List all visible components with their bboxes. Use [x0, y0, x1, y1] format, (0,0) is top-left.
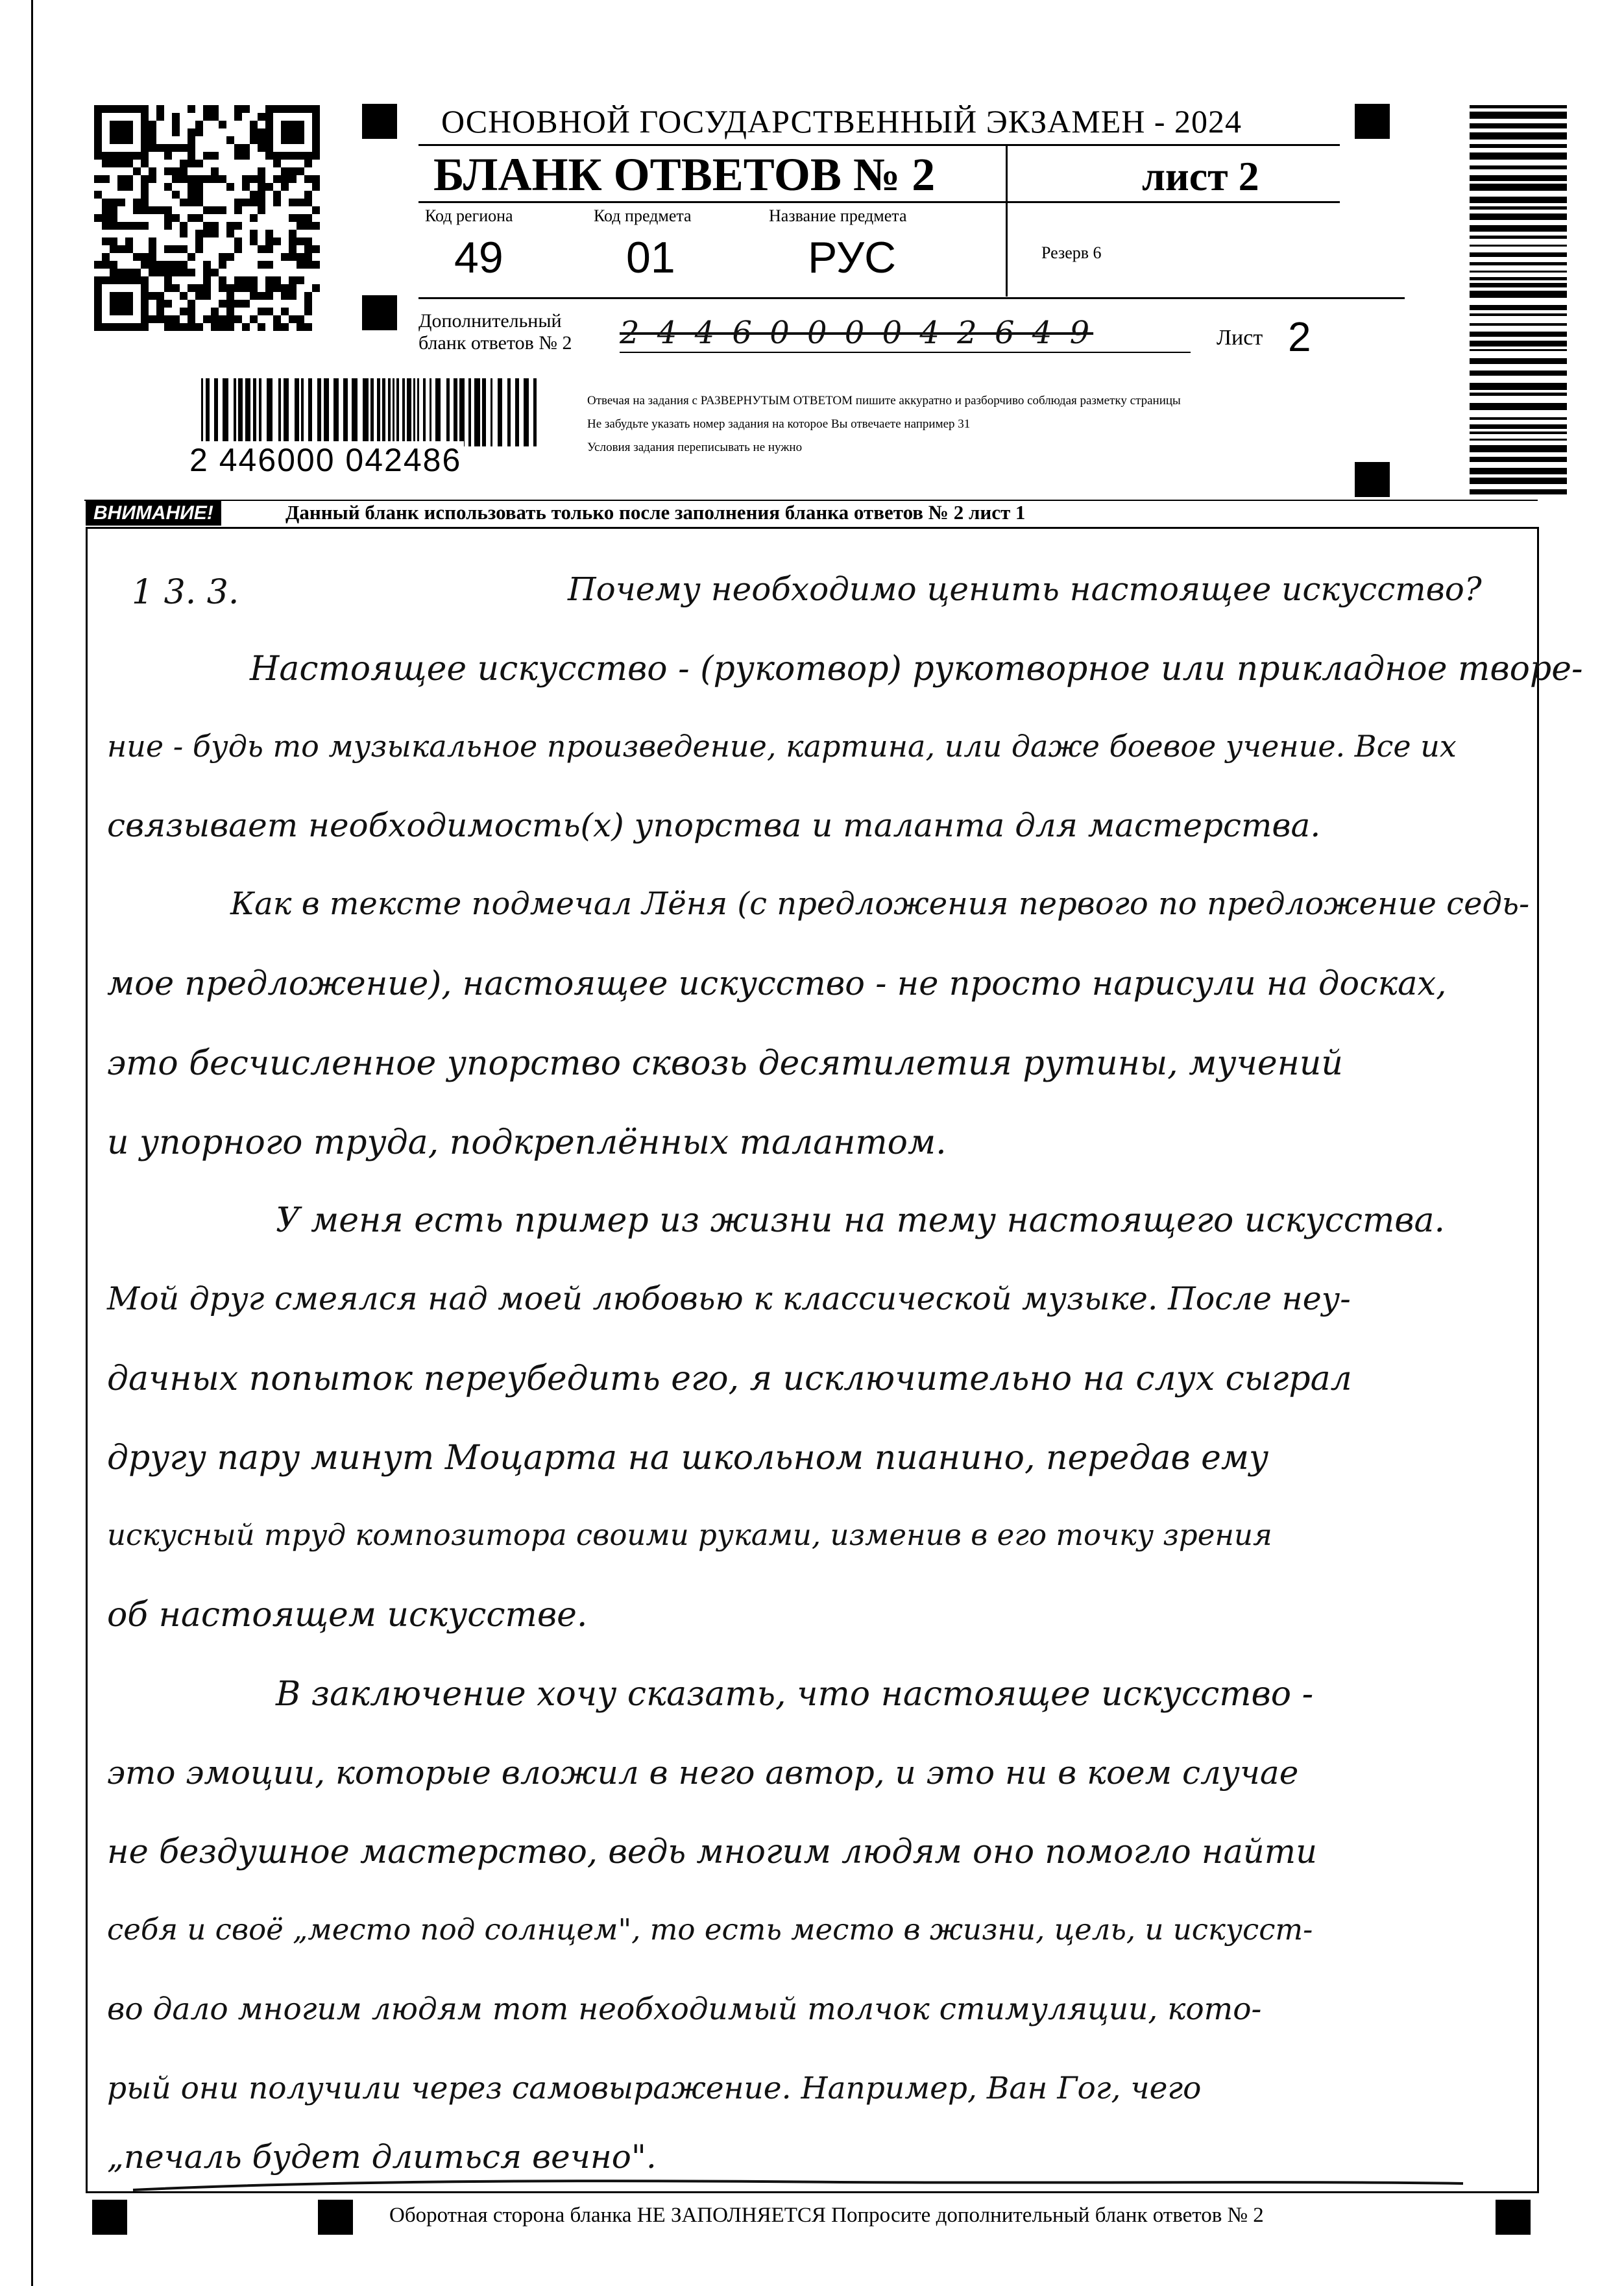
- subject-name-value: РУС: [808, 233, 897, 282]
- registration-mark-top-left: [362, 104, 397, 139]
- additional-form-label: Дополнительный бланк ответов № 2: [418, 310, 572, 354]
- region-code-value: 49: [454, 233, 503, 282]
- closing-underline-stroke: [127, 2177, 1489, 2194]
- footer-text: Оборотная сторона бланка НЕ ЗАПОЛНЯЕТСЯ Попросите дополнительный бланк ответов № 2: [389, 2204, 1264, 2227]
- answer-line: искусный труд композитора своими руками, изменив в его точку зрения: [107, 1518, 1272, 1552]
- answer-line: об настоящем искусстве.: [107, 1596, 588, 1635]
- sheet-num-label: Лист: [1217, 326, 1263, 350]
- answer-line: Мой друг смеялся над моей любовью к классической музыке. После неу-: [107, 1280, 1351, 1317]
- answer-line: во дало многим людям тот необходимый толчок стимуляции, кото-: [107, 1991, 1262, 2027]
- sheet-num-value: 2: [1288, 313, 1311, 360]
- answer-line: Почему необходимо ценить настоящее искусство?: [568, 570, 1482, 608]
- answer-area[interactable]: [86, 527, 1583, 2193]
- sheet-label: лист 2: [1142, 153, 1259, 199]
- subject-name-label: Название предмета: [769, 206, 907, 225]
- answer-line: себя и своё „место под солнцем", то есть место в жизни, цель, и искусст-: [107, 1912, 1313, 1947]
- answer-line: не бездушное мастерство, ведь многим людям оно помогло найти: [107, 1833, 1317, 1871]
- answer-line: мое предложение), настоящее искусство - не просто нарисули на досках,: [107, 965, 1447, 1003]
- registration-mark-mid-left: [362, 295, 397, 330]
- answer-line: рый они получили через самовыражение. Например, Ван Гог, чего: [107, 2071, 1202, 2106]
- header-rule-bottom: [418, 297, 1405, 299]
- barcode-number: 2 446000 042486: [187, 441, 464, 479]
- registration-mark-bottom-mid: [318, 2200, 353, 2235]
- task-number: 1 3. 3.: [132, 573, 239, 612]
- instructions: Отвечая на задания с РАЗВЕРНУТЫМ ОТВЕТОМ пишите аккуратно и разборчиво соблюдая разметку страницы Не забудьте указать номер задания на которое Вы отвечаете например 31 Условия задания переписывать не нужно: [587, 394, 1181, 454]
- scan-edge-line: [31, 0, 33, 2286]
- registration-mark-bottom-left: [92, 2200, 127, 2235]
- answer-line: связывает необходимость(х) упорства и таланта для мастерства.: [107, 807, 1321, 844]
- answer-line: дачных попыток переубедить его, я исключительно на слух сыграл: [107, 1359, 1352, 1398]
- header-rule-mid: [418, 201, 1340, 203]
- subject-code-label: Код предмета: [594, 206, 692, 225]
- header-divider: [1006, 146, 1008, 297]
- registration-mark-top-right: [1355, 104, 1390, 139]
- header-rule-top: [418, 144, 1340, 146]
- answer-line: другу пару минут Моцарта на школьном пианино, передав ему: [107, 1439, 1269, 1477]
- answer-line: Как в тексте подмечал Лёня (с предложения первого по предложение седь-: [230, 886, 1530, 922]
- attention-text: Данный бланк использовать только после заполнения бланка ответов № 2 лист 1: [285, 501, 1026, 524]
- answer-line: это эмоции, которые вложил в него автор, и это ни в коем случае: [107, 1754, 1299, 1792]
- attention-badge: ВНИМАНИЕ!: [86, 501, 221, 526]
- registration-mark-bottom-right: [1496, 2200, 1531, 2235]
- answer-line: ние - будь то музыкальное произведение, картина, или даже боевое учение. Все их: [107, 729, 1457, 764]
- answer-line: У меня есть пример из жизни на тему настоящего искусства.: [276, 1201, 1446, 1240]
- region-code-label: Код региона: [425, 206, 513, 225]
- subject-code-value: 01: [626, 233, 675, 282]
- additional-form-number: 2 4 4 6 0 0 0 0 4 2 6 4 9: [620, 315, 1094, 351]
- qr-code: [94, 105, 320, 340]
- additional-form-underline: [620, 352, 1191, 353]
- registration-mark-mid-right: [1355, 462, 1390, 497]
- barcode-vertical: [1470, 105, 1567, 501]
- answer-line: Настоящее искусство - (рукотвор) рукотворное или прикладное творе-: [250, 650, 1583, 688]
- answer-line: это бесчисленное упорство сквозь десятилетия рутины, мучений: [107, 1044, 1343, 1083]
- answer-line: В заключение хочу сказать, что настоящее искусство -: [276, 1675, 1314, 1714]
- reserve-label: Резерв 6: [1041, 243, 1102, 262]
- exam-title: ОСНОВНОЙ ГОСУДАРСТВЕННЫЙ ЭКЗАМЕН - 2024: [441, 103, 1242, 140]
- form-title: БЛАНК ОТВЕТОВ № 2: [433, 149, 936, 201]
- answer-line: и упорного труда, подкреплённых талантом.: [107, 1123, 947, 1162]
- answer-line: „печаль будет длиться вечно".: [107, 2138, 657, 2176]
